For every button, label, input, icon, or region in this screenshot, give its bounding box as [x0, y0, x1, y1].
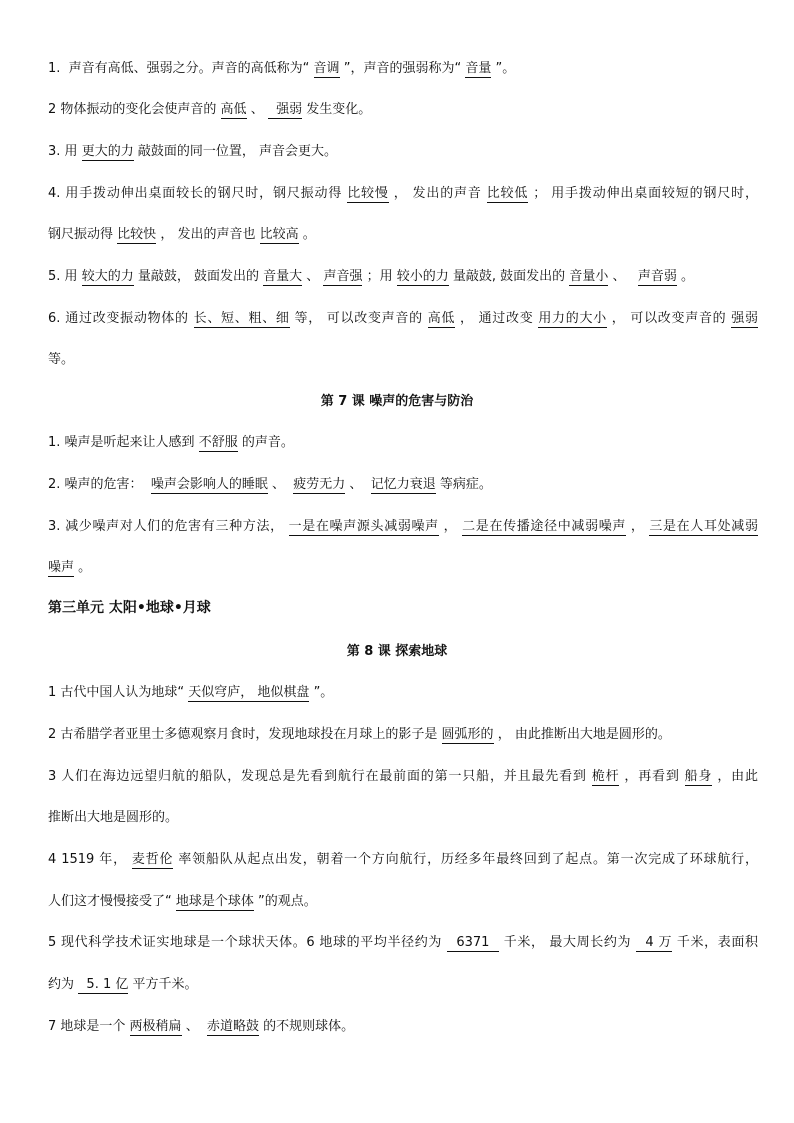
text-line: [48, 726, 758, 744]
text-line: [48, 559, 758, 577]
text-line: [48, 1018, 758, 1036]
text-line: [48, 310, 758, 328]
underlined-answer: 船身: [684, 769, 713, 784]
text-segment: ，再看到: [624, 769, 680, 784]
text-segment: 、: [612, 269, 634, 284]
text-segment: 等。: [48, 352, 75, 367]
text-segment: ， 可以改变声音的: [611, 311, 727, 326]
lesson-8-heading: 第 8 课 探索地球: [346, 644, 448, 659]
text-line: [48, 60, 758, 78]
underlined-answer: 二是在传播途径中减弱噪声: [462, 519, 627, 534]
underlined-answer: 比较快: [117, 227, 157, 242]
text-segment: 千米，表面积: [676, 935, 758, 950]
text-segment: 。: [302, 227, 316, 242]
underlined-answer: 较小的力: [396, 269, 449, 284]
underlined-answer: 桅杆: [591, 769, 620, 784]
text-segment: 的不规则球体。: [263, 1019, 355, 1034]
text-segment: 1 古代中国人认为地球“: [48, 685, 185, 700]
text-segment: 4. 用手拨动伸出桌面较长的钢尺时，钢尺振动得: [48, 186, 343, 201]
underlined-answer: 噪声: [48, 560, 75, 575]
underlined-answer: 高低: [427, 311, 456, 326]
text-segment: 3. 用: [48, 144, 78, 159]
text-line: [48, 809, 758, 827]
text-segment: 率领船队从起点出发，朝着一个方向航行，历经多年最终回到了起点。第一次完成了环球航行，: [178, 852, 758, 867]
underlined-answer: 疲劳无力: [293, 477, 346, 492]
text-segment: 、: [349, 477, 367, 492]
text-line: [48, 976, 758, 994]
text-segment: 5. 用: [48, 269, 78, 284]
text-line: [48, 934, 758, 952]
underlined-answer: 比较低: [486, 186, 529, 201]
underlined-answer: 强弱: [731, 311, 758, 326]
text-line: [48, 185, 758, 203]
text-segment: 2. 噪声的危害：: [48, 477, 147, 492]
underlined-answer: 音量大: [263, 269, 303, 284]
underlined-answer: 比较慢: [347, 186, 389, 201]
text-segment: 4 1519 年，: [48, 852, 127, 867]
text-segment: 敲鼓面的同一位置， 声音会更大。: [137, 144, 337, 159]
text-line: [48, 434, 758, 452]
underlined-answer: 高低: [220, 102, 247, 117]
underlined-answer: 5. 1 亿: [78, 977, 129, 992]
text-segment: 钢尺振动得: [48, 227, 114, 242]
underlined-answer: 记忆力衰退: [370, 477, 436, 492]
text-segment: 。: [681, 269, 695, 284]
underlined-answer: 较大的力: [81, 269, 134, 284]
underlined-answer: 强弱: [267, 102, 303, 117]
underlined-answer: 麦哲伦: [131, 852, 174, 867]
underlined-answer: 噪声会影响人的睡眠: [150, 477, 268, 492]
underlined-answer: 声音强: [323, 269, 363, 284]
text-line: [48, 768, 758, 786]
text-segment: 平方千米。: [132, 977, 198, 992]
text-segment: ， 发出的声音: [393, 186, 482, 201]
underlined-answer: 比较高: [259, 227, 299, 242]
underlined-answer: 一是在噪声源头减弱噪声: [288, 519, 439, 534]
underlined-answer: 音调: [313, 61, 340, 76]
underlined-answer: 两极稍扁: [129, 1019, 182, 1034]
text-segment: 量敲鼓, 鼓面发出的: [452, 269, 566, 284]
text-segment: 。: [78, 560, 92, 575]
text-line: [48, 893, 758, 911]
underlined-answer: 长、短、粗、细: [193, 311, 290, 326]
text-segment: ； 用手拨动伸出桌面较短的钢尺时，: [533, 186, 758, 201]
text-segment: 3. 减少噪声对人们的危害有三种方法，: [48, 519, 284, 534]
text-segment: 的声音。: [241, 435, 294, 450]
text-segment: 推断出大地是圆形的。: [48, 810, 179, 825]
text-segment: ，: [443, 519, 458, 534]
text-line: [48, 351, 758, 369]
underlined-answer: 更大的力: [81, 144, 134, 159]
text-segment: 千米， 最大周长约为: [503, 935, 632, 950]
text-line: [48, 143, 758, 161]
text-line: [48, 684, 758, 702]
unit-3-heading: 第三单元 太阳•地球•月球: [48, 600, 211, 616]
text-segment: 、: [271, 477, 290, 492]
text-segment: 等病症。: [439, 477, 492, 492]
text-segment: 1. 噪声是听起来让人感到: [48, 435, 195, 450]
text-segment: 、: [306, 269, 320, 284]
text-segment: 2 古希腊学者亚里士多德观察月食时，发现地球投在月球上的影子是: [48, 727, 438, 742]
text-segment: ”。: [495, 61, 516, 76]
underlined-answer: 音量小: [569, 269, 609, 284]
underlined-answer: 4 万: [635, 935, 673, 950]
text-segment: 3 人们在海边远望归航的船队，发现总是先看到航行在最前面的第一只船，并且最先看到: [48, 769, 587, 784]
text-line: [48, 851, 758, 869]
underlined-answer: 天似穹庐， 地似棋盘: [188, 685, 310, 700]
text-segment: 5 现代科学技术证实地球是一个球状天体。6 地球的平均半径约为: [48, 935, 443, 950]
text-segment: ， 通过改变: [460, 311, 534, 326]
underlined-answer: 圆弧形的: [441, 727, 494, 742]
text-segment: ，: [630, 519, 645, 534]
text-segment: 6. 通过改变振动物体的: [48, 311, 189, 326]
text-segment: ；用: [366, 269, 393, 284]
text-segment: ， 发出的声音也: [160, 227, 256, 242]
text-line: [48, 226, 758, 244]
underlined-answer: 音量: [465, 61, 492, 76]
underlined-answer: 用力的大小: [538, 311, 607, 326]
text-line: [48, 476, 758, 494]
text-segment: ”，声音的强弱称为“: [343, 61, 462, 76]
text-line: [48, 101, 758, 119]
underlined-answer: 赤道略鼓: [206, 1019, 259, 1034]
text-segment: 、: [250, 102, 264, 117]
text-segment: 量敲鼓， 鼓面发出的: [137, 269, 259, 284]
text-segment: 7 地球是一个: [48, 1019, 126, 1034]
underlined-answer: 声音弱: [637, 269, 677, 284]
text-segment: 、: [185, 1019, 203, 1034]
text-line: [48, 268, 758, 286]
text-line: [48, 518, 758, 536]
text-segment: 2 物体振动的变化会使声音的: [48, 102, 217, 117]
text-segment: ，由此: [717, 769, 758, 784]
underlined-answer: 6371: [446, 935, 499, 950]
underlined-answer: 三是在人耳处减弱: [649, 519, 758, 534]
text-segment: ”的观点。: [258, 894, 317, 909]
text-segment: 1. 声音有高低、强弱之分。声音的高低称为“: [48, 61, 310, 76]
text-segment: 人们这才慢慢接受了“: [48, 894, 172, 909]
underlined-answer: 不舒服: [198, 435, 238, 450]
lesson-7-heading: 第 7 课 噪声的危害与防治: [320, 394, 474, 409]
text-segment: ”。: [313, 685, 334, 700]
text-segment: 等， 可以改变声音的: [294, 311, 423, 326]
text-segment: 约为: [48, 977, 75, 992]
text-segment: ， 由此推断出大地是圆形的。: [497, 727, 671, 742]
text-segment: 发生变化。: [306, 102, 372, 117]
underlined-answer: 地球是个球体: [175, 894, 254, 909]
